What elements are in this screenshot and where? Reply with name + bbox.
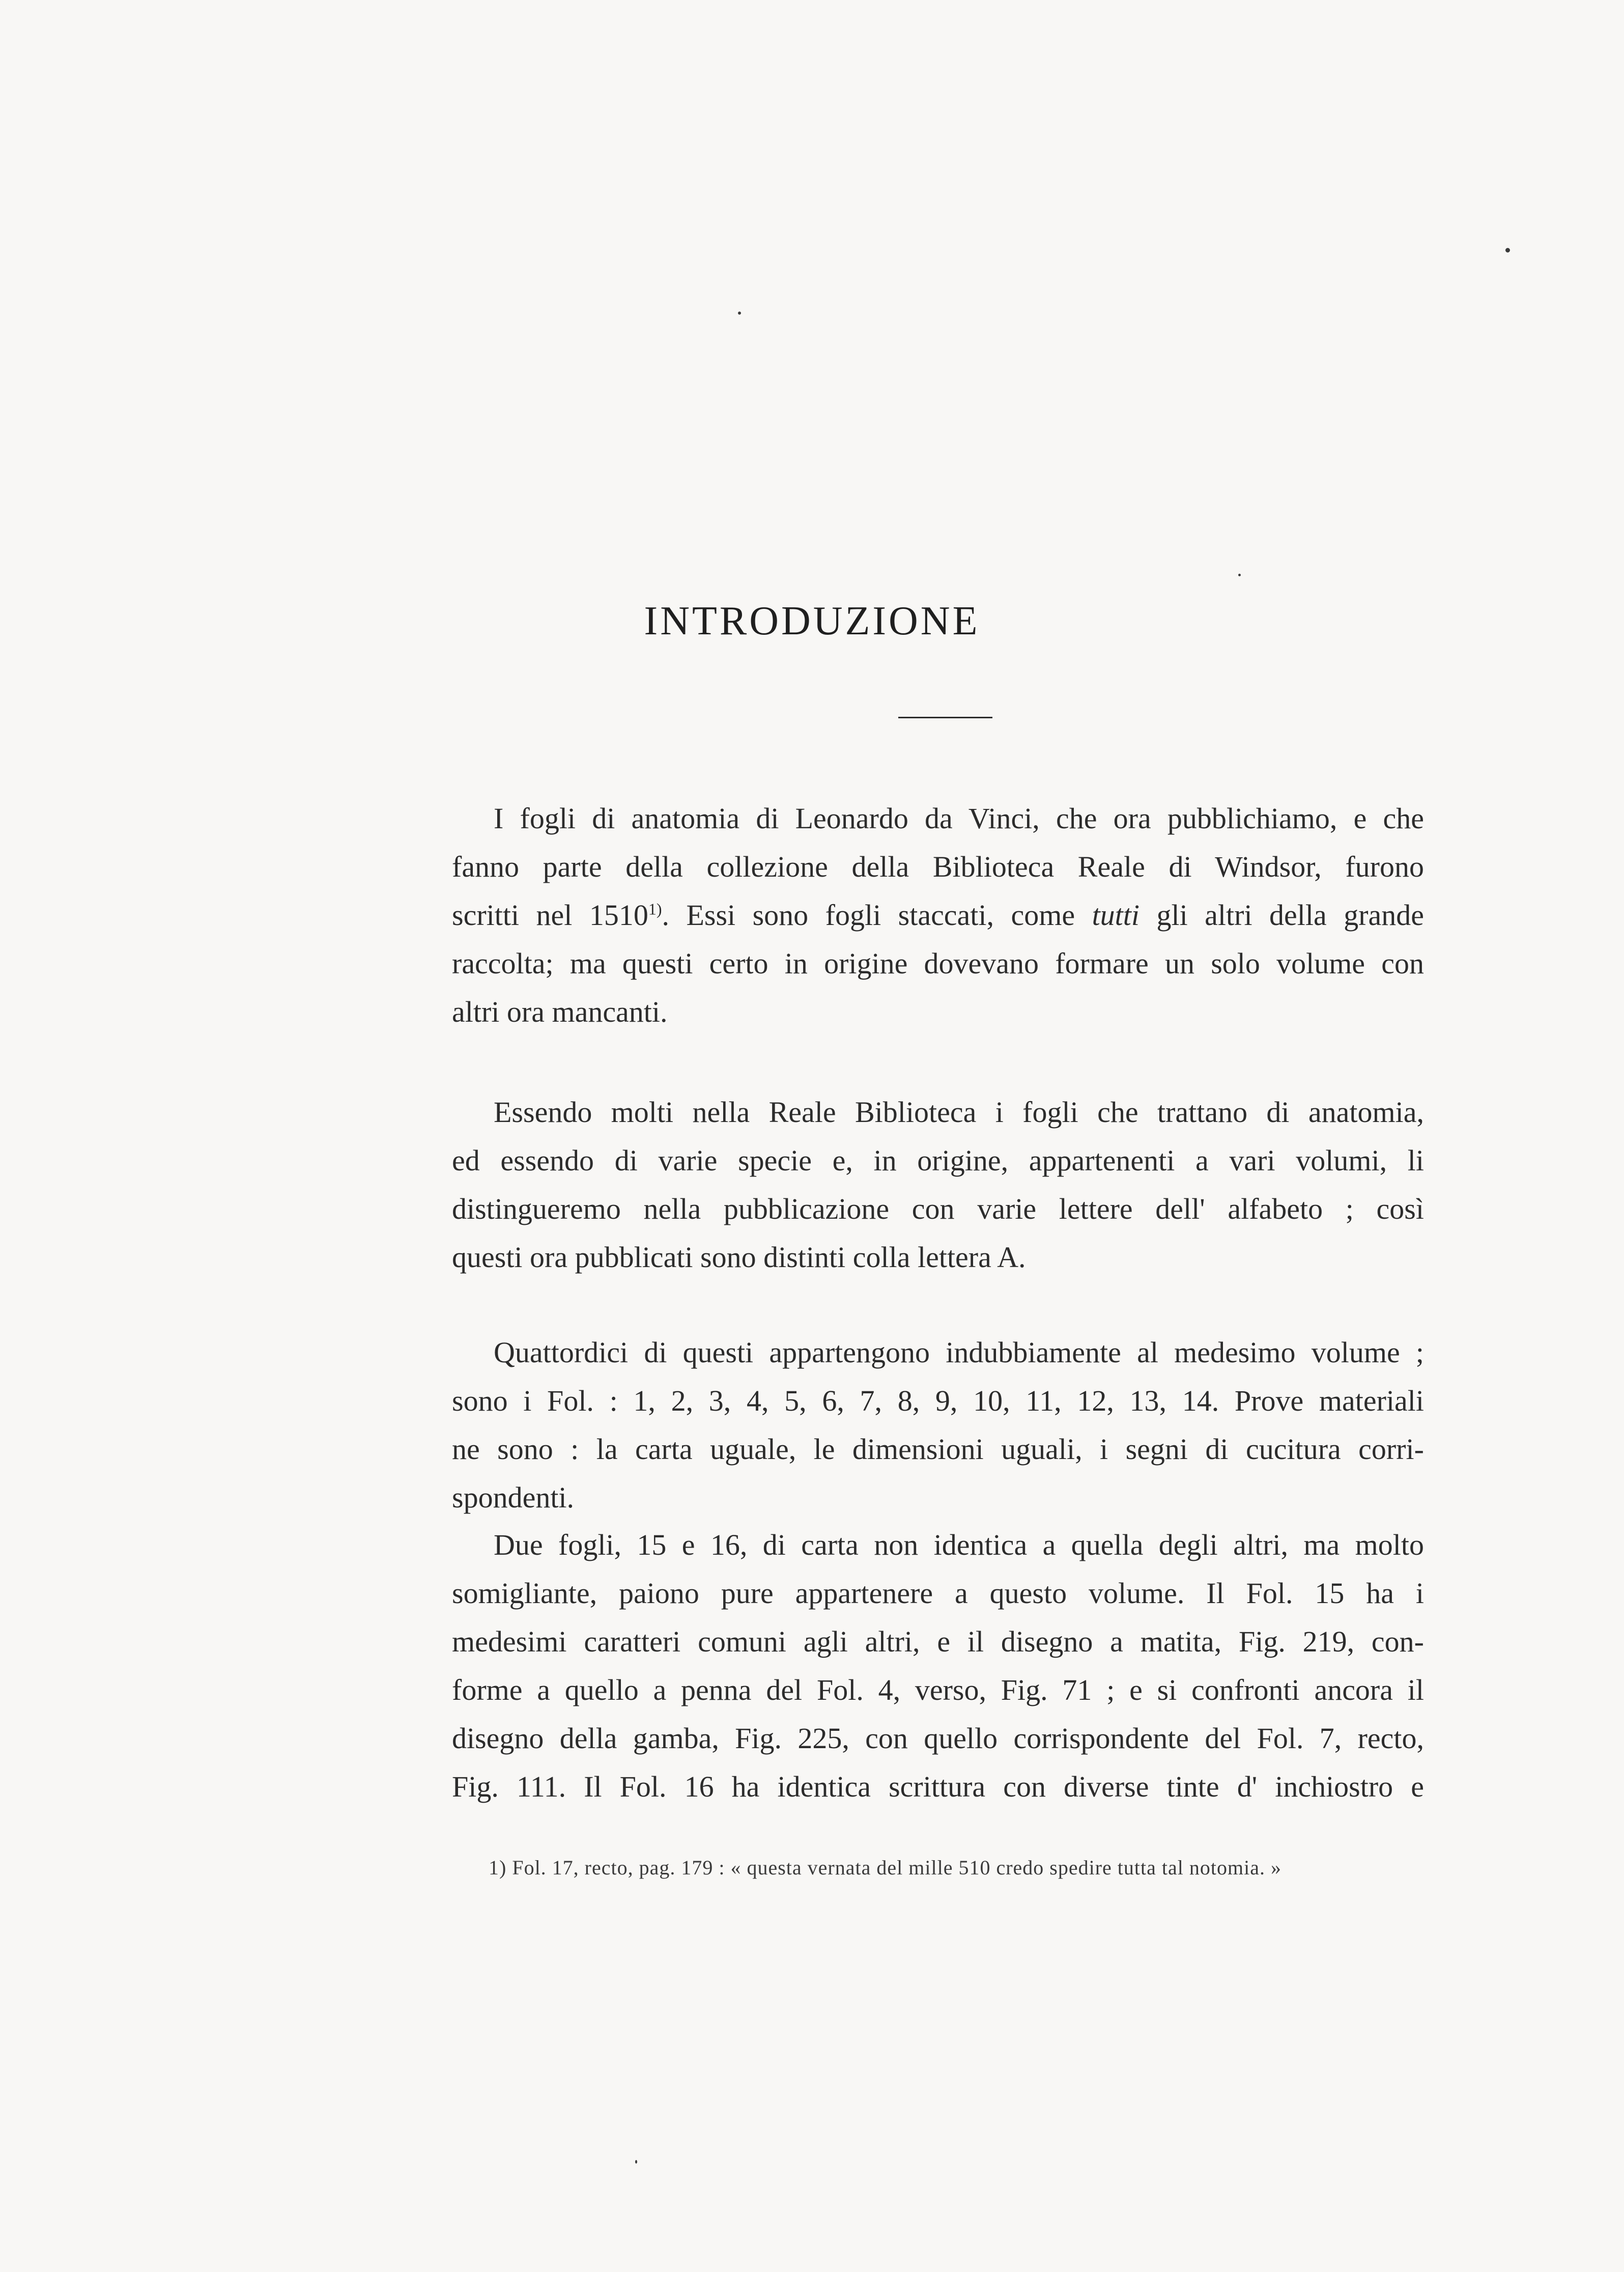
paragraph-1-line-1: I fogli di anatomia di Leonardo da Vinci, che ora pubblichiamo, e che <box>494 802 1424 835</box>
footnote: 1) Fol. 17, recto, pag. 179 : « questa vernata del mille 510 credo spedire tutta tal notomia. » <box>489 1856 1281 1879</box>
paragraph-4 <box>452 1521 1424 1811</box>
paper-speck <box>1238 574 1241 576</box>
paragraph-1-line-3 <box>452 891 1424 939</box>
paragraph-1-emphasis: tutti <box>1092 899 1140 932</box>
paragraph-1 <box>452 794 1424 1036</box>
paragraph-3-line-4: spondenti. <box>452 1481 575 1514</box>
title-divider <box>898 717 992 718</box>
paper-speck <box>635 2160 637 2164</box>
paragraph-4-line-1: Due fogli, 15 e 16, di carta non identica a quella degli altri, ma molto <box>494 1528 1424 1561</box>
paragraph-3-line-3: ne sono : la carta uguale, le dimensioni uguali, i segni di cucitura corri- <box>452 1433 1424 1466</box>
paragraph-1-line-3c: gli altri della grande <box>1156 899 1424 932</box>
paragraph-2-line-4: questi ora pubblicati sono distinti colla lettera A. <box>452 1241 1026 1274</box>
paragraph-2-line-3: distingueremo nella pubblicazione con varie lettere dell' alfabeto ; così <box>452 1192 1424 1225</box>
paragraph-3-line-1: Quattordici di questi appartengono indubbiamente al medesimo volume ; <box>494 1336 1424 1369</box>
paragraph-4-line-3: medesimi caratteri comuni agli altri, e il disegno a matita, Fig. 219, con- <box>452 1625 1424 1658</box>
paragraph-3-line-2: sono i Fol. : 1, 2, 3, 4, 5, 6, 7, 8, 9, 10, 11, 12, 13, 14. Prove materiali <box>452 1384 1424 1417</box>
paragraph-1-line-5: altri ora mancanti. <box>452 995 668 1028</box>
paragraph-1-line-3a: scritti nel 1510 <box>452 899 648 932</box>
paragraph-2-line-1: Essendo molti nella Reale Biblioteca i fogli che trattano di anatomia, <box>494 1096 1424 1129</box>
paragraph-4-line-5: disegno della gamba, Fig. 225, con quello corrispondente del Fol. 7, recto, <box>452 1722 1424 1755</box>
paper-speck <box>1505 248 1510 253</box>
paragraph-4-line-2: somigliante, paiono pure appartenere a questo volume. Il Fol. 15 ha i <box>452 1577 1424 1610</box>
paragraph-3 <box>452 1328 1424 1522</box>
paper-speck <box>738 312 741 315</box>
paragraph-2-line-2: ed essendo di varie specie e, in origine, appartenenti a vari volumi, li <box>452 1144 1424 1177</box>
paragraph-2 <box>452 1088 1424 1281</box>
paragraph-1-line-4: raccolta; ma questi certo in origine dovevano formare un solo volume con <box>452 947 1424 980</box>
paragraph-1-line-2: fanno parte della collezione della Biblioteca Reale di Windsor, furono <box>452 850 1424 883</box>
page-title: INTRODUZIONE <box>644 599 980 643</box>
paragraph-1-line-3b: . Essi sono fogli staccati, come <box>662 899 1075 932</box>
paragraph-4-line-6: Fig. 111. Il Fol. 16 ha identica scrittura con diverse tinte d' inchiostro e <box>452 1770 1424 1803</box>
footnote-marker: 1) <box>648 900 662 918</box>
paragraph-4-line-4: forme a quello a penna del Fol. 4, verso, Fig. 71 ; e si confronti ancora il <box>452 1673 1424 1706</box>
